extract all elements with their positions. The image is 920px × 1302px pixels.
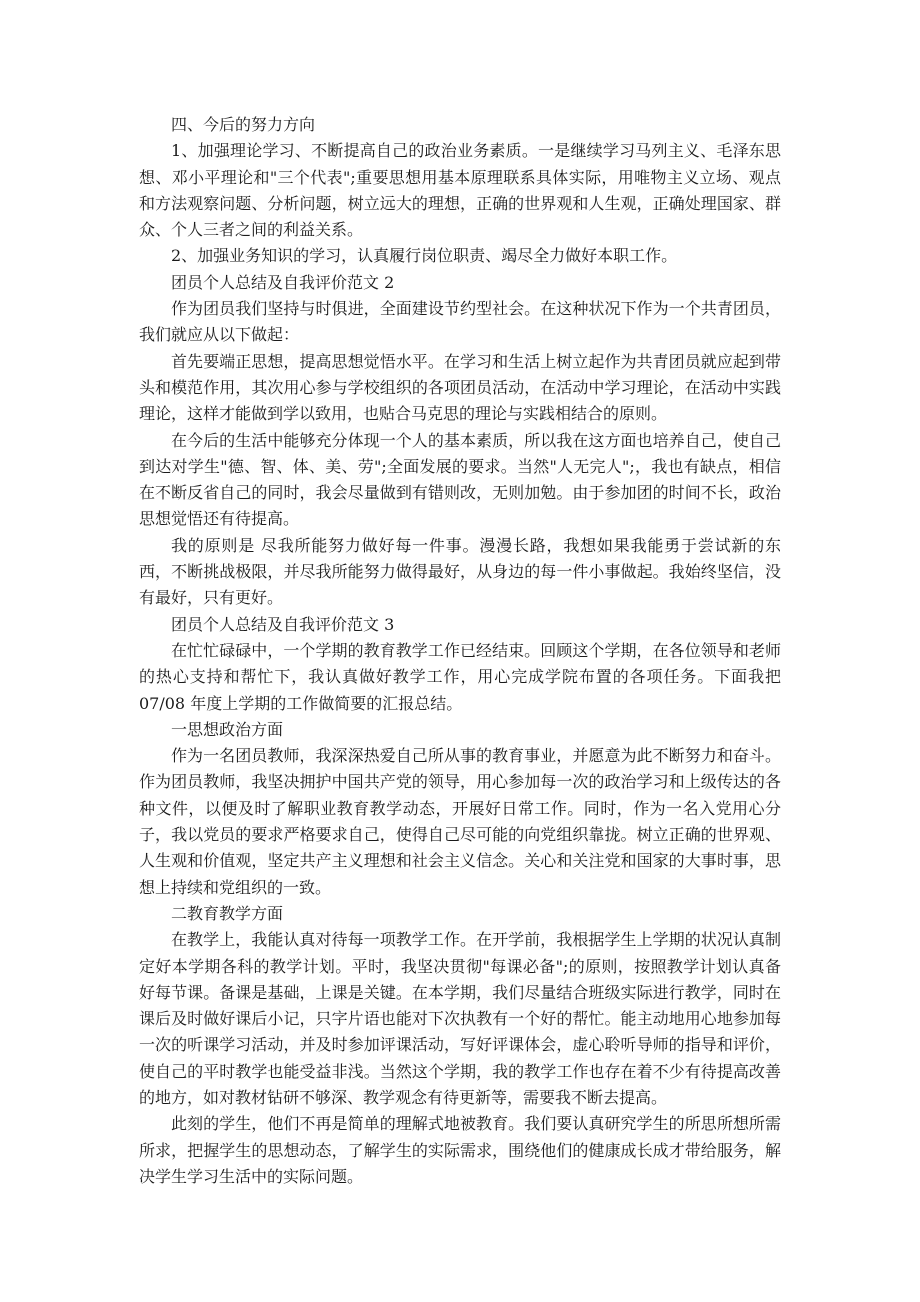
paragraph: 首先要端正思想，提高思想觉悟水平。在学习和生活上树立起作为共青团员就应起到带头和模范作用，其次用心参与学校组织的各项团员活动，在活动中学习理论，在活动中实践理论，这样才能做到学以致用，也贴合马克思的理论与实践相结合的原则。 bbox=[139, 351, 781, 424]
section-heading: 一思想政治方面 bbox=[171, 719, 284, 739]
section-heading: 四、今后的努力方向 bbox=[171, 115, 316, 134]
paragraph: 我的原则是 尽我所能努力做好每一件事。漫漫长路，我想如果我能勇于尝试新的东西，不断挑战极限，并尽我所能努力做得最好，从身边的每一件小事做起。我始终坚信，没有最好，只有更好。 bbox=[139, 535, 781, 608]
paragraph: 2、加强业务知识的学习，认真履行岗位职责、竭尽全力做好本职工作。 bbox=[171, 246, 678, 266]
paragraph: 在教学上，我能认真对待每一项教学工作。在开学前，我根据学生上学期的状况认真制定好本学期各科的教学计划。平时，我坚决贯彻"每课必备";的原则，按照教学计划认真备好每节课。备课是基础，上课是关键。在本学期，我们尽量结合班级实际进行教学，同时在课后及时做好课后小记，只字片语也能对下次执教有一个好的帮忙。能主动地用心地参加每一次的听课学习活动，并及时参加评课活动，写好评课体会，虚心聆听导师的指导和评价，使自己的平时教学也能受益非浅。当然这个学期，我的教学工作也存在着不少有待提高改善的地方，如对教材钻研不够深、教学观念有待更新等，需要我不断去提高。 bbox=[139, 930, 781, 1107]
document-body bbox=[139, 112, 781, 1190]
paragraph: 在今后的生活中能够充分体现一个人的基本素质，所以我在这方面也培养自己，使自己到达对学生"德、智、体、美、劳";全面发展的要求。当然"人无完人";，我也有缺点，相信在不断反省自己的同时，我会尽量做到有错则改，无则加勉。由于参加团的时间不长，政治思想觉悟还有待提高。 bbox=[139, 430, 781, 529]
section-heading: 团员个人总结及自我评价范文 3 bbox=[171, 614, 395, 634]
section-heading: 二教育教学方面 bbox=[171, 903, 284, 923]
section-heading: 团员个人总结及自我评价范文 2 bbox=[171, 272, 395, 292]
paragraph: 在忙忙碌碌中，一个学期的教育教学工作已经结束。回顾这个学期，在各位领导和老师的热心支持和帮忙下，我认真做好教学工作，用心完成学院布置的各项任务。下面我把 07/08 年度上学期的工作做简要的汇报总结。 bbox=[139, 640, 781, 713]
paragraph: 作为团员我们坚持与时俱进，全面建设节约型社会。在这种状况下作为一个共青团员，我们就应从以下做起： bbox=[139, 299, 781, 345]
paragraph: 作为一名团员教师，我深深热爱自己所从事的教育事业，并愿意为此不断努力和奋斗。作为团员教师，我坚决拥护中国共产党的领导，用心参加每一次的政治学习和上级传达的各种文件，以便及时了解职业教育教学动态，开展好日常工作。同时，作为一名入党用心分子，我以党员的要求严格要求自己，使得自己尽可能的向党组织靠拢。树立正确的世界观、人生观和价值观，坚定共产主义理想和社会主义信念。关心和关注党和国家的大事时事，思想上持续和党组织的一致。 bbox=[139, 746, 781, 897]
paragraph: 此刻的学生，他们不再是简单的理解式地被教育。我们要认真研究学生的所思所想所需所求，把握学生的思想动态，了解学生的实际需求，围绕他们的健康成长成才带给服务，解决学生学习生活中的实际问题。 bbox=[139, 1114, 781, 1186]
paragraph: 1、加强理论学习、不断提高自己的政治业务素质。一是继续学习马列主义、毛泽东思想、邓小平理论和"三个代表";重要思想用基本原理联系具体实际，用唯物主义立场、观点和方法观察问题、分析问题，树立远大的理想，正确的世界观和人生观，正确处理国家、群众、个人三者之间的利益关系。 bbox=[139, 141, 781, 240]
